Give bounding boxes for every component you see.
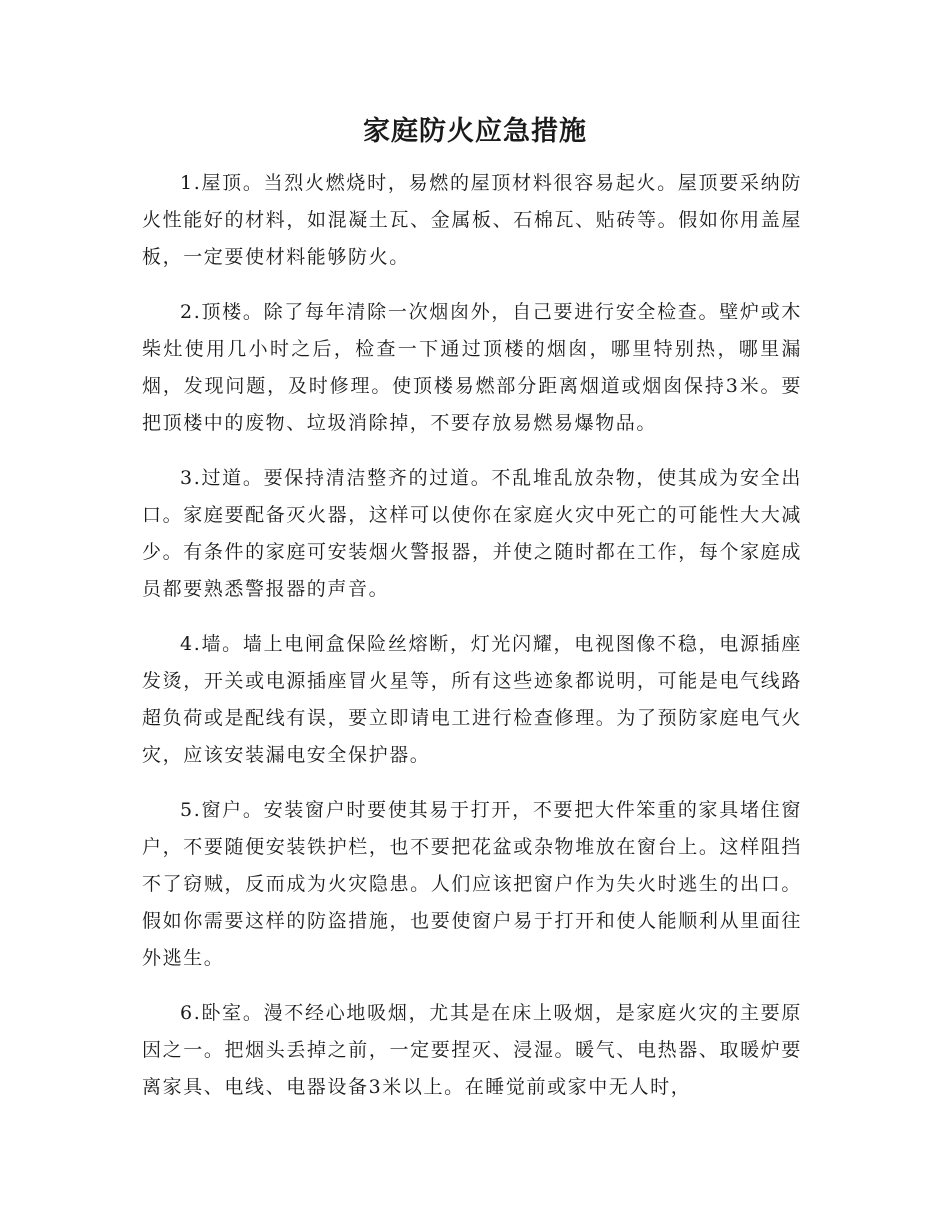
paragraph-hallway: 3.过道。要保持清洁整齐的过道。不乱堆乱放杂物，使其成为安全出口。家庭要配备灭火器，这样可以使你在家庭火灾中死亡的可能性大大减少。有条件的家庭可安装烟火警报器，并使之随时都在工作，每个家庭成员都要熟悉警报器的声音。 [142,467,802,600]
document-body [142,165,802,1124]
page-title: 家庭防火应急措施 [363,116,587,147]
paragraph-attic: 2.顶楼。除了每年清除一次烟囱外，自己要进行安全检查。壁炉或木柴灶使用几小时之后，检查一下通过顶楼的烟囱，哪里特别热，哪里漏烟，发现问题，及时修理。使顶楼易燃部分距离烟道或烟囱保持3米。要把顶楼中的废物、垃圾消除掉，不要存放易燃易爆物品。 [142,301,802,434]
paragraph-wall: 4.墙。墙上电闸盒保险丝熔断，灯光闪耀，电视图像不稳，电源插座发烫，开关或电源插座冒火星等，所有这些迹象都说明，可能是电气线路超负荷或是配线有误，要立即请电工进行检查修理。为了预防家庭电气火灾，应该安装漏电安全保护器。 [142,633,802,766]
paragraph-roof: 1.屋顶。当烈火燃烧时，易燃的屋顶材料很容易起火。屋顶要采纳防火性能好的材料，如混凝土瓦、金属板、石棉瓦、贴砖等。假如你用盖屋板，一定要使材料能够防火。 [142,172,802,268]
paragraph-window: 5.窗户。安装窗户时要使其易于打开，不要把大件笨重的家具堵住窗户，不要随便安装铁护栏，也不要把花盆或杂物堆放在窗台上。这样阻挡不了窃贼，反而成为火灾隐患。人们应该把窗户作为失火时逃生的出口。假如你需要这样的防盗措施，也要使窗户易于打开和使人能顺利从里面往外逃生。 [142,799,802,969]
paragraph-bedroom: 6.卧室。漫不经心地吸烟，尤其是在床上吸烟，是家庭火灾的主要原因之一。把烟头丢掉之前，一定要捏灭、浸湿。暖气、电热器、取暖炉要离家具、电线、电器设备3米以上。在睡觉前或家中无人时， [142,1002,802,1098]
